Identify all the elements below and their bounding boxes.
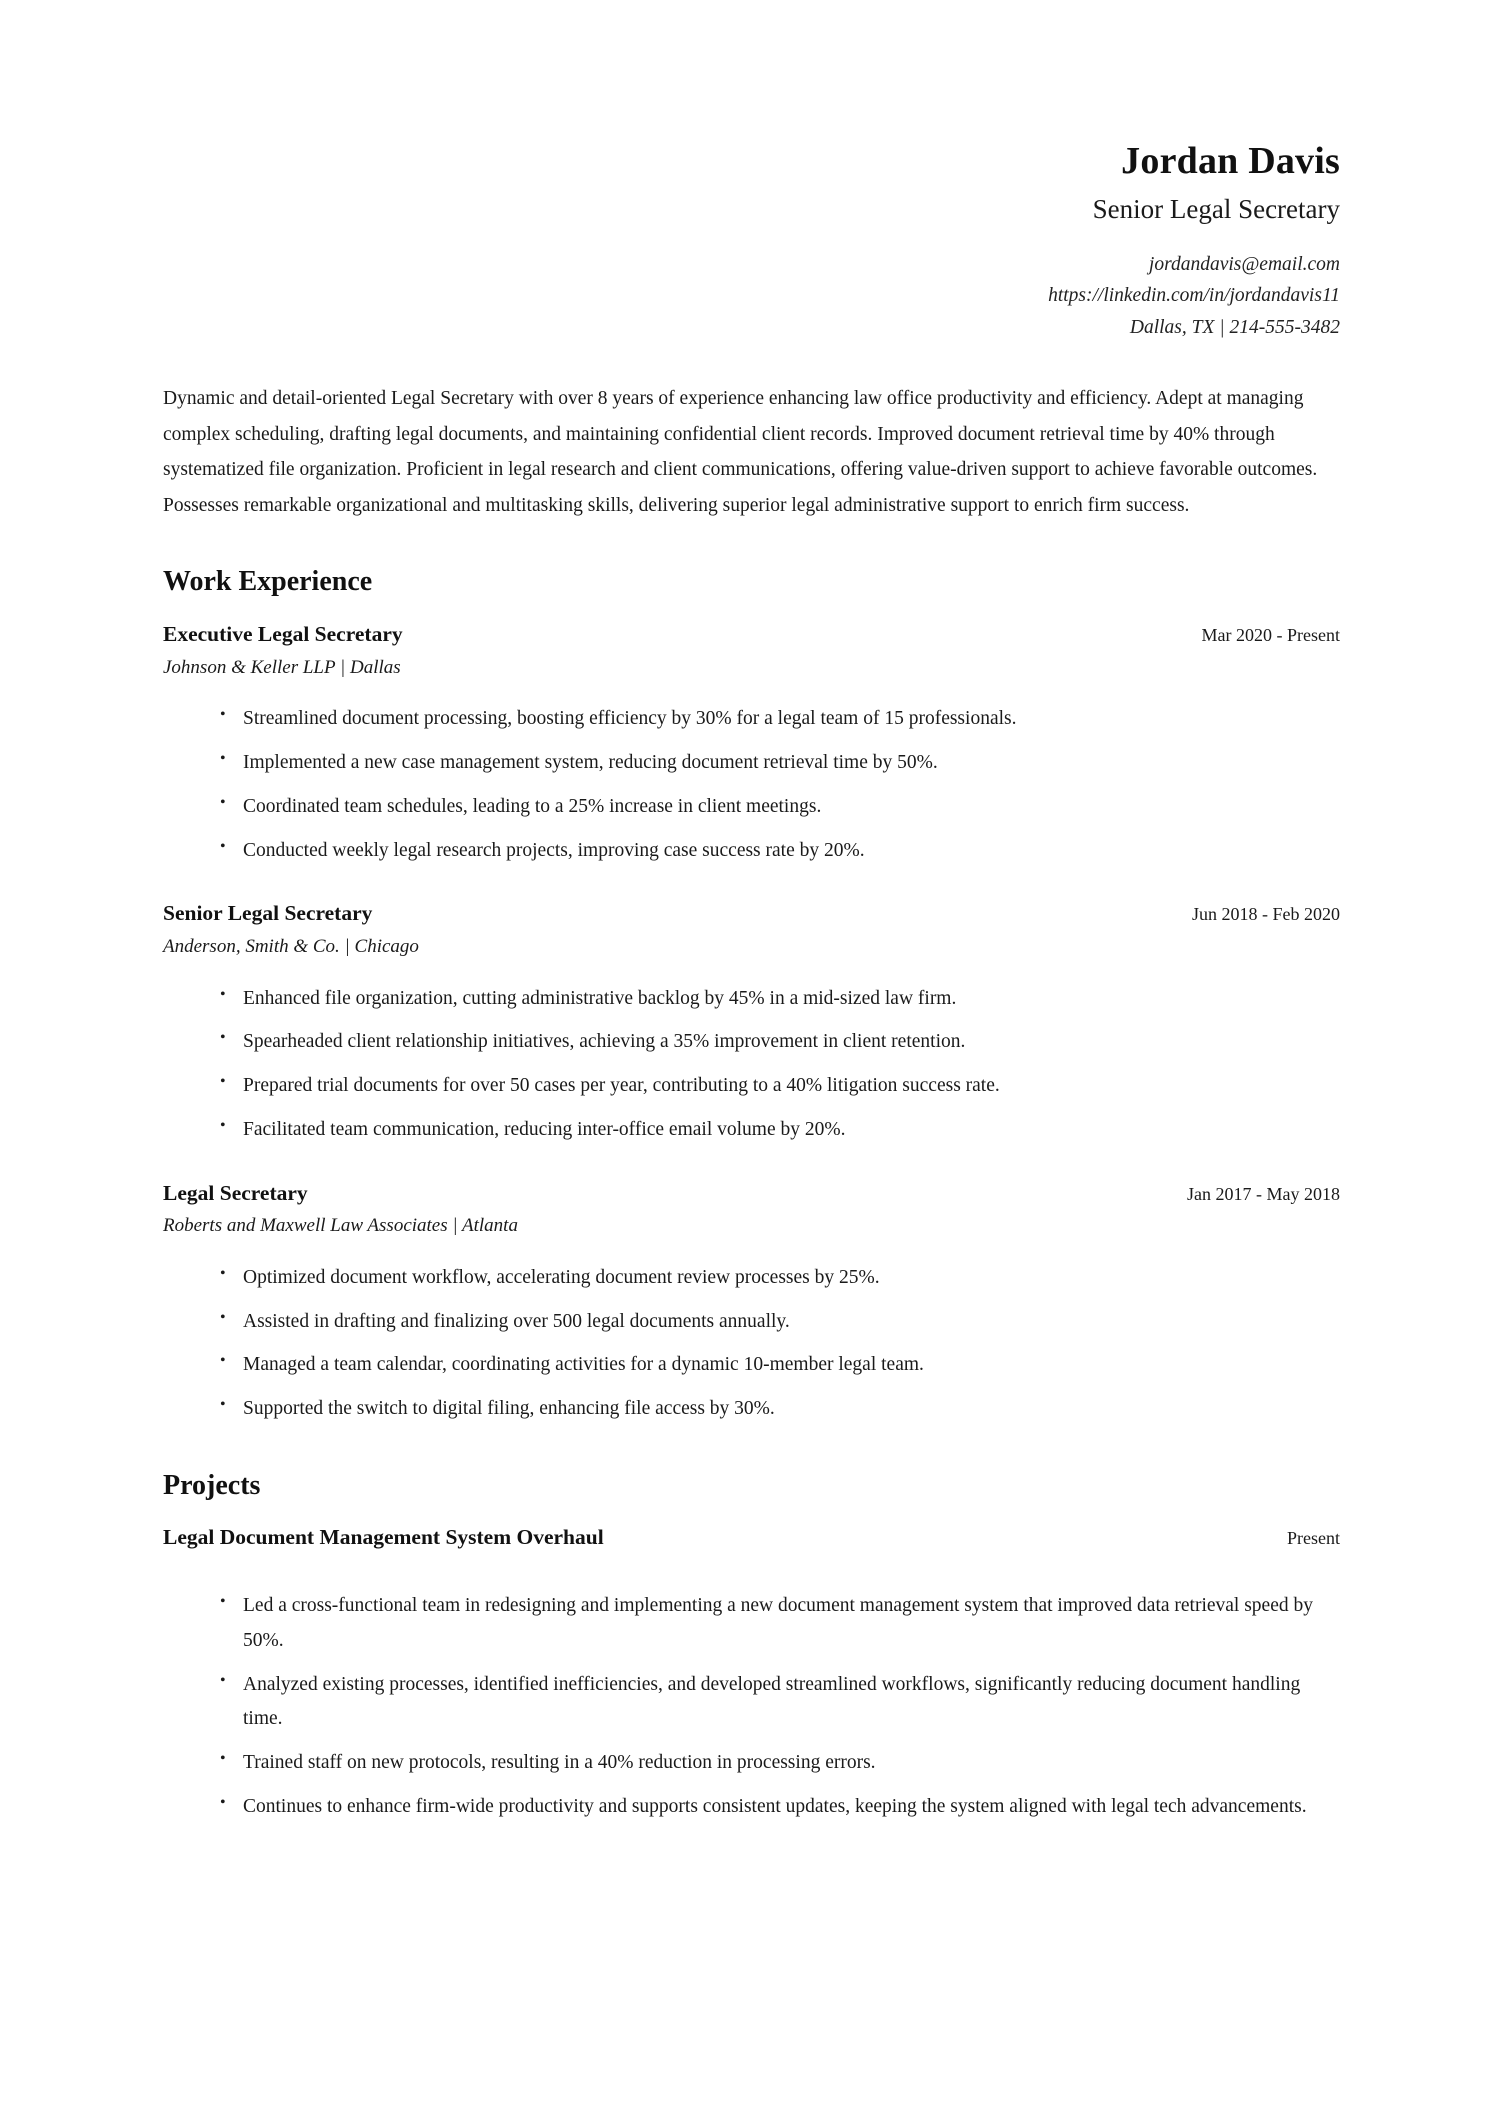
contact-location-phone: Dallas, TX | 214-555-3482 <box>1129 316 1340 338</box>
project-entry-title: Legal Document Management System Overhaul <box>163 1525 604 1550</box>
work-entry-bullets <box>163 702 1340 868</box>
contact-block <box>163 249 1340 344</box>
list-item: • Led a cross-functional team in redesigning and implementing a new document management system that improved data retrieval speed by 50%. <box>163 1589 1340 1658</box>
project-entry-bullets <box>163 1589 1340 1824</box>
work-entry <box>163 900 1340 1147</box>
section-title-projects: Projects <box>163 1469 261 1501</box>
list-item: • Implemented a new case management system, reducing document retrieval time by 50%. <box>163 746 1340 781</box>
list-item: • Analyzed existing processes, identified inefficiencies, and developed streamlined workflows, significantly reducing document handling time. <box>163 1668 1340 1737</box>
list-item: • Continues to enhance firm-wide productivity and supports consistent updates, keeping the system aligned with legal tech advancements. <box>163 1790 1340 1825</box>
work-entry-organization: Anderson, Smith & Co. | Chicago <box>163 936 419 958</box>
project-entry-date: Present <box>1287 1528 1340 1549</box>
list-item: • Managed a team calendar, coordinating activities for a dynamic 10-member legal team. <box>163 1348 1340 1383</box>
list-item: • Conducted weekly legal research projects, improving case success rate by 20%. <box>163 834 1340 869</box>
work-entry-bullets <box>163 982 1340 1148</box>
list-item: • Prepared trial documents for over 50 cases per year, contributing to a 40% litigation success rate. <box>163 1069 1340 1104</box>
section-projects <box>163 1469 1340 1825</box>
work-entry-title: Executive Legal Secretary <box>163 621 403 646</box>
project-entry <box>163 1524 1340 1824</box>
work-entry-title: Senior Legal Secretary <box>163 901 373 926</box>
professional-summary: Dynamic and detail-oriented Legal Secretary with over 8 years of experience enhancing law office productivity and efficiency. Adept at managing complex scheduling, drafting legal documents, and maintaining confidential client records. Improved document retrieval time by 40% through systematized file organization. Proficient in legal research and client communications, offering value-driven support to achieve favorable outcomes. Possesses remarkable organizational and multitasking skills, delivering superior legal administrative support to enrich firm success. <box>163 388 1318 516</box>
resume-header <box>163 0 1340 343</box>
candidate-headline: Senior Legal Secretary <box>1092 193 1340 224</box>
list-item: • Optimized document workflow, accelerating document review processes by 25%. <box>163 1261 1340 1296</box>
work-entry-organization: Johnson & Keller LLP | Dallas <box>163 656 401 678</box>
work-entry-date: Mar 2020 - Present <box>1201 624 1340 645</box>
contact-linkedin[interactable]: https://linkedin.com/in/jordandavis11 <box>1048 285 1340 307</box>
list-item: • Spearheaded client relationship initiatives, achieving a 35% improvement in client retention. <box>163 1025 1340 1060</box>
work-entry-head <box>163 900 1340 927</box>
candidate-name: Jordan Davis <box>1121 140 1340 182</box>
project-entry-head <box>163 1524 1340 1551</box>
work-entry-head <box>163 1180 1340 1207</box>
work-entry-bullets <box>163 1261 1340 1427</box>
list-item: • Facilitated team communication, reducing inter-office email volume by 20%. <box>163 1113 1340 1148</box>
list-item: • Trained staff on new protocols, resulting in a 40% reduction in processing errors. <box>163 1746 1340 1781</box>
work-entry-title: Legal Secretary <box>163 1180 308 1205</box>
list-item: • Coordinated team schedules, leading to a 25% increase in client meetings. <box>163 790 1340 825</box>
list-item: • Assisted in drafting and finalizing over 500 legal documents annually. <box>163 1305 1340 1340</box>
work-entry <box>163 621 1340 868</box>
contact-email[interactable]: jordandavis@email.com <box>1148 253 1340 275</box>
section-work-experience <box>163 565 1340 1427</box>
work-entry <box>163 1180 1340 1427</box>
list-item: • Supported the switch to digital filing, enhancing file access by 30%. <box>163 1392 1340 1427</box>
list-item: • Streamlined document processing, boosting efficiency by 30% for a legal team of 15 professionals. <box>163 702 1340 737</box>
work-entry-date: Jun 2018 - Feb 2020 <box>1192 904 1340 925</box>
list-item: • Enhanced file organization, cutting administrative backlog by 45% in a mid-sized law firm. <box>163 982 1340 1017</box>
work-entry-organization: Roberts and Maxwell Law Associates | Atlanta <box>163 1215 518 1237</box>
work-entry-head <box>163 621 1340 648</box>
section-title-work-experience: Work Experience <box>163 566 373 598</box>
work-entry-date: Jan 2017 - May 2018 <box>1187 1183 1340 1204</box>
